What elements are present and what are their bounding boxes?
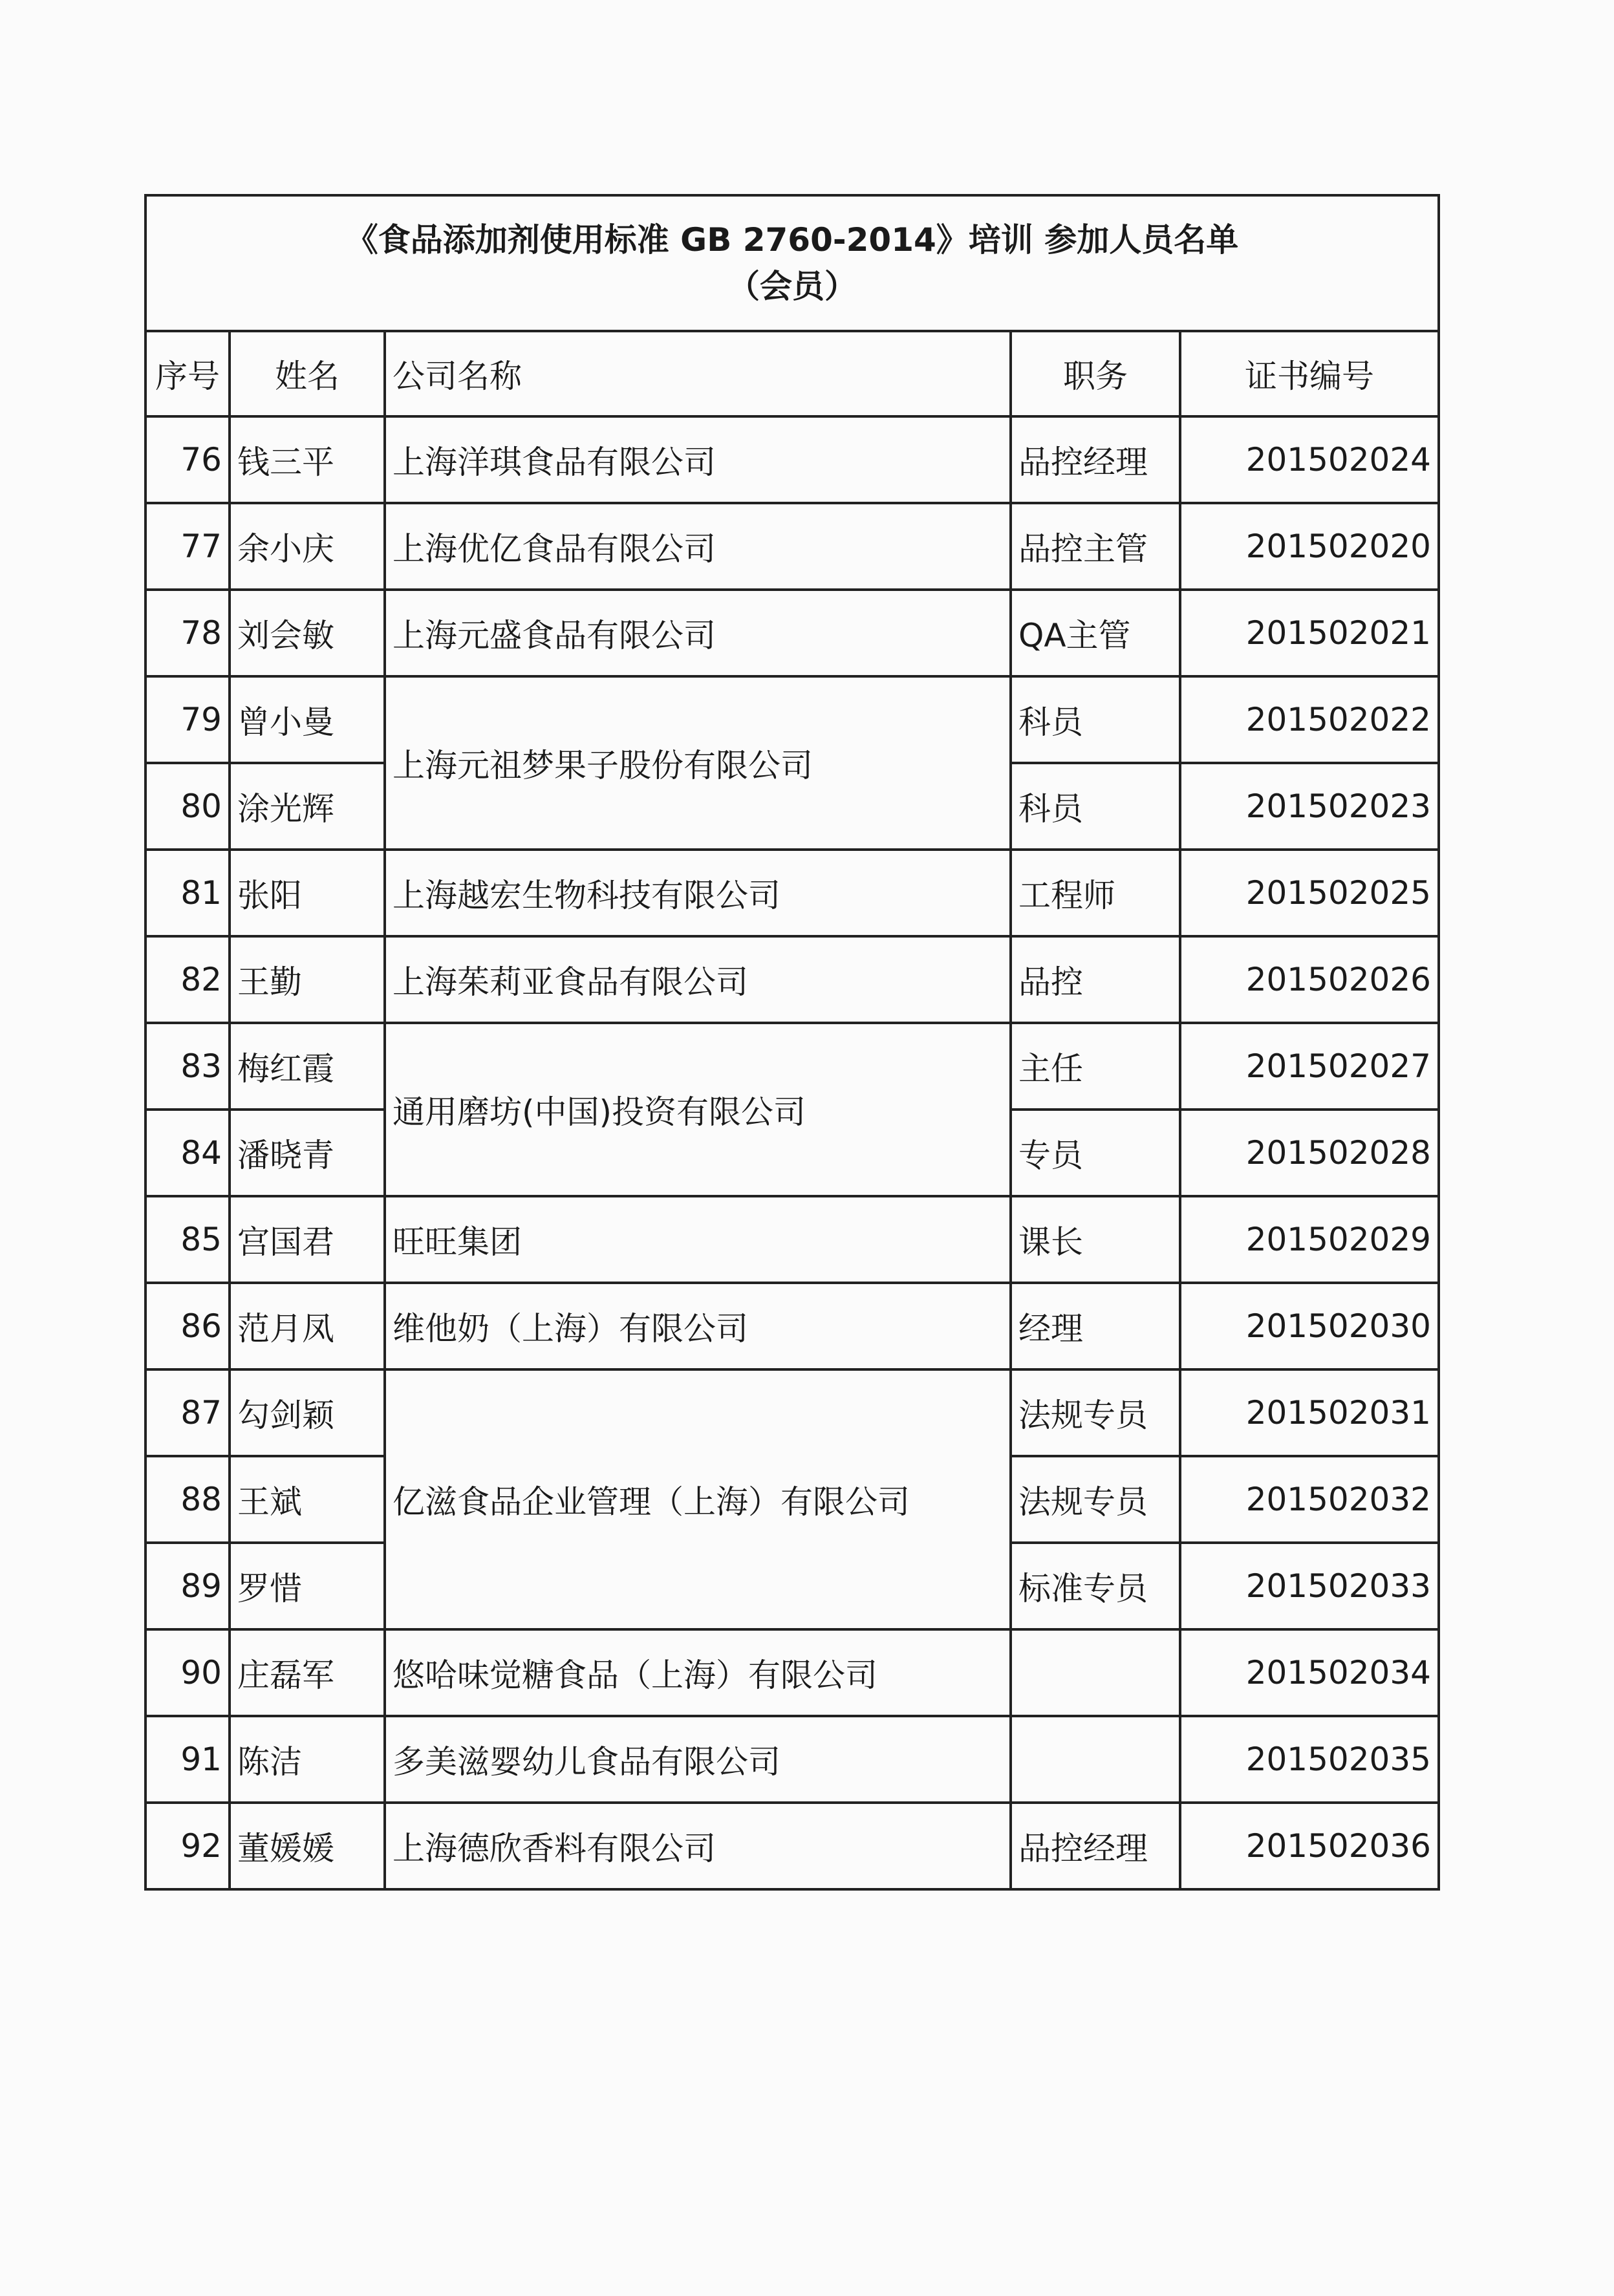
row-cert: 201502020 xyxy=(1180,503,1439,590)
row-index: 82 xyxy=(145,936,230,1023)
row-index: 83 xyxy=(145,1023,230,1110)
header-name: 姓名 xyxy=(230,331,385,416)
row-name: 范月凤 xyxy=(230,1283,385,1369)
row-cert: 201502034 xyxy=(1180,1629,1439,1716)
row-index: 88 xyxy=(145,1456,230,1543)
row-cert: 201502030 xyxy=(1180,1283,1439,1369)
table-row xyxy=(145,1023,1439,1110)
table-row xyxy=(145,1196,1439,1283)
table-row xyxy=(145,1803,1439,1889)
row-name: 陈洁 xyxy=(230,1716,385,1803)
row-company: 多美滋婴幼儿食品有限公司 xyxy=(385,1716,1011,1803)
row-company: 旺旺集团 xyxy=(385,1196,1011,1283)
table-row xyxy=(145,590,1439,676)
title-line-2: （会员） xyxy=(727,268,857,305)
row-company: 悠哈味觉糖食品（上海）有限公司 xyxy=(385,1629,1011,1716)
row-position: 主任 xyxy=(1011,1023,1180,1110)
table-row xyxy=(145,503,1439,590)
row-cert: 201502029 xyxy=(1180,1196,1439,1283)
row-index: 80 xyxy=(145,763,230,850)
row-name: 余小庆 xyxy=(230,503,385,590)
header-row xyxy=(145,331,1439,416)
row-name: 勾剑颖 xyxy=(230,1369,385,1456)
row-name: 王斌 xyxy=(230,1456,385,1543)
row-name: 董媛媛 xyxy=(230,1803,385,1889)
row-index: 85 xyxy=(145,1196,230,1283)
row-cert: 201502025 xyxy=(1180,850,1439,936)
row-cert: 201502023 xyxy=(1180,763,1439,850)
row-index: 90 xyxy=(145,1629,230,1716)
row-name: 罗惜 xyxy=(230,1543,385,1629)
row-position: 品控主管 xyxy=(1011,503,1180,590)
row-index: 87 xyxy=(145,1369,230,1456)
row-position xyxy=(1011,1629,1180,1716)
row-cert: 201502036 xyxy=(1180,1803,1439,1889)
row-name: 潘晓青 xyxy=(230,1110,385,1196)
table-row xyxy=(145,1629,1439,1716)
row-cert: 201502032 xyxy=(1180,1456,1439,1543)
row-index: 76 xyxy=(145,416,230,503)
row-name: 张阳 xyxy=(230,850,385,936)
row-position: 课长 xyxy=(1011,1196,1180,1283)
row-name: 梅红霞 xyxy=(230,1023,385,1110)
row-cert: 201502033 xyxy=(1180,1543,1439,1629)
row-position: 经理 xyxy=(1011,1283,1180,1369)
row-index: 78 xyxy=(145,590,230,676)
row-company: 亿滋食品企业管理（上海）有限公司 xyxy=(385,1369,1011,1629)
table-row xyxy=(145,936,1439,1023)
row-name: 钱三平 xyxy=(230,416,385,503)
row-position: 法规专员 xyxy=(1011,1456,1180,1543)
row-cert: 201502021 xyxy=(1180,590,1439,676)
table-row xyxy=(145,676,1439,763)
row-position: 科员 xyxy=(1011,763,1180,850)
row-cert: 201502028 xyxy=(1180,1110,1439,1196)
title-row xyxy=(145,195,1439,331)
row-cert: 201502031 xyxy=(1180,1369,1439,1456)
roster-sheet xyxy=(144,194,1437,1891)
row-cert: 201502024 xyxy=(1180,416,1439,503)
row-cert: 201502022 xyxy=(1180,676,1439,763)
title-line-1: 《食品添加剂使用标准 GB 2760-2014》培训 参加人员名单 xyxy=(345,221,1239,259)
row-position: 法规专员 xyxy=(1011,1369,1180,1456)
row-position: 科员 xyxy=(1011,676,1180,763)
row-index: 79 xyxy=(145,676,230,763)
row-position: 专员 xyxy=(1011,1110,1180,1196)
row-company: 上海元盛食品有限公司 xyxy=(385,590,1011,676)
header-cert: 证书编号 xyxy=(1180,331,1439,416)
row-position: 品控 xyxy=(1011,936,1180,1023)
row-cert: 201502026 xyxy=(1180,936,1439,1023)
row-company: 通用磨坊(中国)投资有限公司 xyxy=(385,1023,1011,1196)
row-company: 上海茱莉亚食品有限公司 xyxy=(385,936,1011,1023)
row-index: 86 xyxy=(145,1283,230,1369)
row-company: 上海德欣香料有限公司 xyxy=(385,1803,1011,1889)
row-cert: 201502035 xyxy=(1180,1716,1439,1803)
row-position: 品控经理 xyxy=(1011,1803,1180,1889)
row-company: 上海元祖梦果子股份有限公司 xyxy=(385,676,1011,850)
row-company: 上海优亿食品有限公司 xyxy=(385,503,1011,590)
row-cert: 201502027 xyxy=(1180,1023,1439,1110)
header-company: 公司名称 xyxy=(385,331,1011,416)
row-index: 81 xyxy=(145,850,230,936)
row-name: 庄磊军 xyxy=(230,1629,385,1716)
table-row xyxy=(145,1369,1439,1456)
row-name: 刘会敏 xyxy=(230,590,385,676)
row-name: 王勤 xyxy=(230,936,385,1023)
page-title xyxy=(145,195,1439,331)
row-company: 维他奶（上海）有限公司 xyxy=(385,1283,1011,1369)
row-index: 91 xyxy=(145,1716,230,1803)
row-position: 标准专员 xyxy=(1011,1543,1180,1629)
table-row xyxy=(145,1716,1439,1803)
header-index: 序号 xyxy=(145,331,230,416)
row-company: 上海洋琪食品有限公司 xyxy=(385,416,1011,503)
table-row xyxy=(145,416,1439,503)
row-company: 上海越宏生物科技有限公司 xyxy=(385,850,1011,936)
roster-table xyxy=(144,194,1440,1891)
row-name: 宫国君 xyxy=(230,1196,385,1283)
table-row xyxy=(145,1283,1439,1369)
row-position: QA主管 xyxy=(1011,590,1180,676)
row-name: 涂光辉 xyxy=(230,763,385,850)
row-index: 84 xyxy=(145,1110,230,1196)
row-name: 曾小曼 xyxy=(230,676,385,763)
row-position: 工程师 xyxy=(1011,850,1180,936)
table-row xyxy=(145,850,1439,936)
row-index: 89 xyxy=(145,1543,230,1629)
header-position: 职务 xyxy=(1011,331,1180,416)
row-position: 品控经理 xyxy=(1011,416,1180,503)
row-index: 92 xyxy=(145,1803,230,1889)
row-position xyxy=(1011,1716,1180,1803)
row-index: 77 xyxy=(145,503,230,590)
